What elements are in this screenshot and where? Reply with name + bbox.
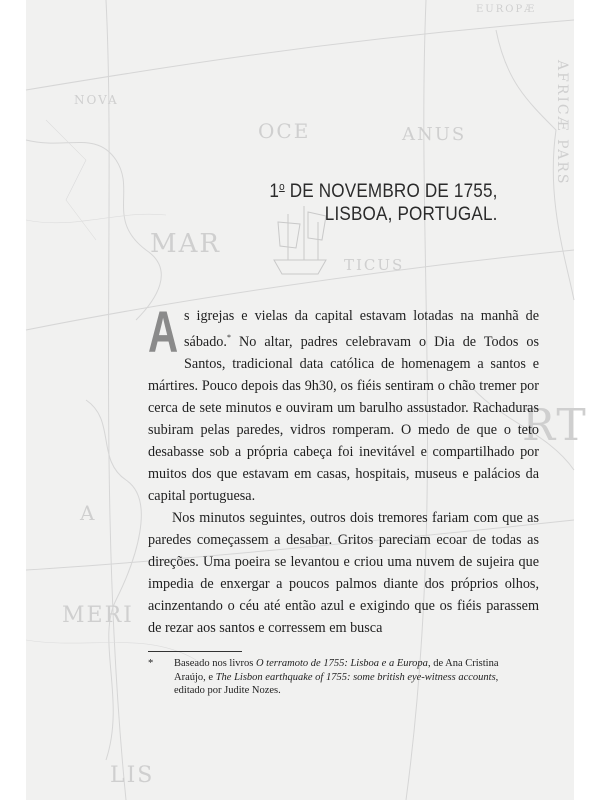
map-label-meri: MERI: [62, 603, 134, 628]
footnote-reference[interactable]: *: [226, 333, 231, 342]
book-page: [26, 0, 588, 800]
chapter-body: [148, 300, 539, 639]
map-label-ticus: TICUS: [344, 256, 405, 274]
footnote-divider: [148, 651, 242, 652]
footnote-book-title-1: O terramoto de 1755: Lisboa e a Europa: [255, 658, 428, 669]
map-label-nova: NOVA: [74, 93, 119, 107]
map-label-africae: AFRICÆ PARS: [554, 60, 570, 186]
chapter-title: [270, 176, 498, 226]
chapter-title-line-1: 1$^o$ DE NOVEMBRO DE 1755,: [269, 181, 498, 202]
map-label-rt: RT: [522, 400, 588, 451]
footnote-text: Baseado nos livros O terramoto de 1755: Lisboa e a Europa, de Ana Cristina Araújo, e The Lisbon earthquake of 1755: some british eye-witness accounts, editado por Judite Nozes.: [174, 658, 499, 696]
drop-cap: A: [148, 300, 179, 365]
chapter-title-line-2: LISBOA, PORTUGAL.: [325, 204, 498, 225]
map-label-anus: ANUS: [402, 124, 467, 145]
map-label-a: A: [80, 501, 97, 525]
footnote: [148, 657, 528, 698]
footnote-marker: *: [148, 658, 154, 669]
map-label-oce: OCE: [258, 119, 311, 143]
map-label-lis: LIS: [110, 763, 155, 788]
map-label-europa: EUROPÆ: [476, 4, 537, 15]
ordinal-indicator: o: [279, 181, 286, 193]
map-label-mar: MAR: [150, 229, 221, 259]
paragraph-2: Nos minutos seguintes, outros dois tremores fariam com que as paredes começassem a desabar. Gritos pareciam ecoar de todas as direções. Uma poeira se levantou e criou uma nuvem de sujeira que impedia de enxergar a poucos palmos diante dos próprios olhos, acinzentando o céu até então azul e exigindo que os fiéis parassem de rezar aos santos e corressem em busca: [148, 510, 539, 636]
footnote-book-title-2: The Lisbon earthquake of 1755: some british eye-witness accounts: [215, 671, 496, 683]
paragraph-1: As igrejas e vielas da capital estavam lotadas na manhã de sábado.* No altar, padres celebravam o Dia de Todos os Santos, tradicional data católica de homenagem a santos e mártires. Pouco depois das 9h30, os fiéis sentiram o chão tremer por cerca de sete minutos e ouviram um barulho assustador. Rachaduras subiram pelas paredes, vidros romperam. O medo de que o teto desabasse sob a própria cabeça foi inevitável e compartilhado por muitos dos que estavam em casas, hospitais, museus e palácios da capital portuguesa.: [148, 300, 539, 504]
